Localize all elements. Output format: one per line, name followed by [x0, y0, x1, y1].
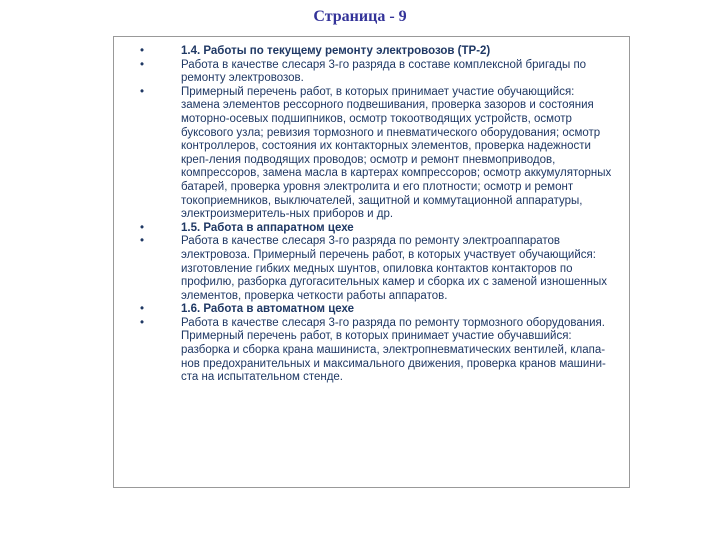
bullet-text: 1.5. Работа в аппаратном цехе [181, 221, 354, 234]
bullet-text: Работа в качестве слесаря 3-го разряда по ремонту электроаппаратов электровоза. Примерный перечень работ, в которых участвует обучающийся: изготовление гибких медных шунтов, опиловка контактов контакторов по профилю, разборка дугогасительных камер и сборка их с заменой изношенных элементов, проверка четкости работы аппаратов. [181, 235, 608, 302]
list-item [140, 86, 615, 222]
bullet-list [140, 45, 615, 385]
content-box [113, 36, 630, 488]
bullet-text: 1.6. Работа в автоматном цехе [181, 303, 355, 316]
list-item [140, 222, 615, 236]
list-item [140, 45, 615, 59]
bullet-text: Примерный перечень работ, в которых принимает участие обучающийся: замена элементов рессорного подвешивания, проверка зазоров и состояния моторно-осевых подшипников, осмотр токоотводящих устройств, осмотр буксового узла; ревизия тормозного и пневматического оборудования; осмотр контроллеров, состояния их контакторных элементов, проверка надежности креп-ления подводящих проводов; осмотр и ремонт пневмоприводов, компрессоров, замена масла в картерах компрессоров; осмотр аккумуляторных батарей, проверка уровня электролита и его плотности; осмотр и ремонт токоприемников, выключателей, защитной и коммутационной аппаратуры, электроизмеритель-ных приборов и др. [181, 85, 612, 221]
bullet-icon: • [140, 58, 145, 71]
bullet-icon: • [140, 45, 145, 57]
bullet-icon: • [140, 303, 145, 316]
bullet-icon: • [140, 221, 145, 234]
bullet-text: Работа в качестве слесаря 3-го разряда по ремонту тормозного оборудования. Примерный перечень работ, в которых принимает участие обучавшийся: разборка и сборка крана машиниста, электропневматических вентилей, клапа-нов предохранительных и максимального движения, проверка кранов машини-ста на испытательном стенде. [181, 316, 606, 384]
page-title: Страница - 9 [313, 8, 407, 25]
bullet-icon: • [140, 85, 145, 98]
bullet-text: 1.4. Работы по текущему ремонту электровозов (ТР-2) [181, 45, 491, 57]
list-item [140, 59, 615, 86]
list-item [140, 303, 615, 317]
list-item [140, 235, 615, 303]
bullet-text: Работа в качестве слесаря 3-го разряда в составе комплексной бригады по ремонту электровозов. [181, 58, 587, 85]
bullet-icon: • [140, 235, 145, 248]
bullet-icon: • [140, 316, 145, 329]
list-item [140, 317, 615, 385]
